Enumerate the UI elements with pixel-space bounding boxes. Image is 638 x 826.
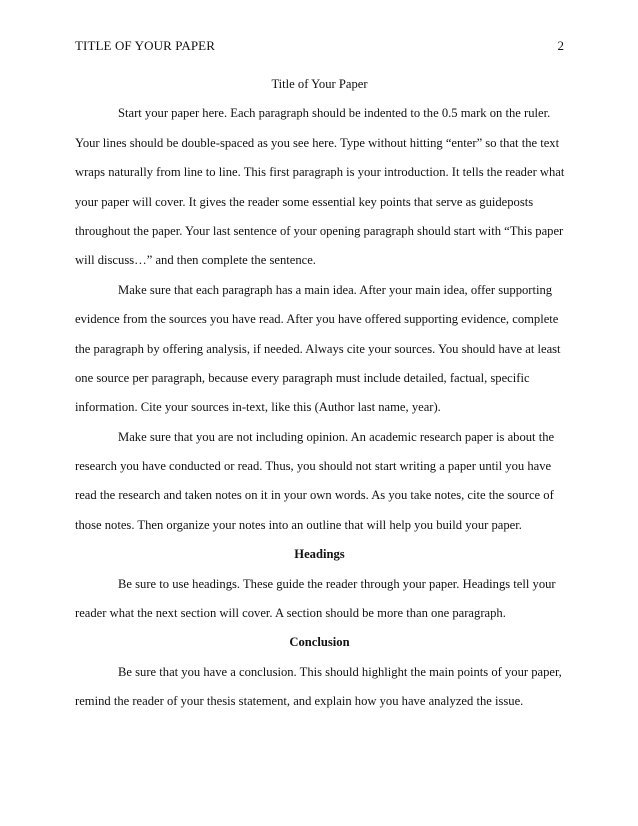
paragraph-line: wraps naturally from line to line. This first paragraph is your introduction. It tells the reader what (75, 165, 565, 180)
paragraph-line: your paper will cover. It gives the reader some essential key points that serve as guideposts (75, 194, 534, 209)
paragraph-main-idea (75, 276, 564, 423)
paragraph-conclusion (75, 658, 564, 717)
paragraph-line: information. Cite your sources in-text, like this (Author last name, year). (75, 400, 441, 415)
paragraph-line: evidence from the sources you have read. After you have offered supporting evidence, complete (75, 312, 559, 327)
paragraph-line: read the research and taken notes on it in your own words. As you take notes, cite the source of (75, 488, 554, 503)
paragraph-no-opinion (75, 423, 564, 541)
paragraph-line: Start your paper here. Each paragraph should be indented to the 0.5 mark on the ruler. (118, 106, 551, 121)
paragraph-line: research you have conducted or read. Thus, you should not start writing a paper until you have (75, 459, 552, 474)
section-heading-conclusion: Conclusion (289, 635, 350, 650)
paragraph-line: Make sure that each paragraph has a main idea. After your main idea, offer supporting (118, 282, 553, 297)
running-head: TITLE OF YOUR PAPER (75, 38, 215, 53)
paragraph-introduction (75, 99, 564, 275)
document-body (75, 70, 564, 717)
section-heading-headings: Headings (294, 547, 345, 562)
paragraph-line: throughout the paper. Your last sentence of your opening paragraph should start with “This paper (75, 223, 564, 238)
paragraph-line: one source per paragraph, because every paragraph must include detailed, factual, specific (75, 370, 530, 385)
paragraph-line: Your lines should be double-spaced as you see here. Type without hitting “enter” so that the text (75, 135, 560, 150)
paragraph-line: reader what the next section will cover. A section should be more than one paragraph. (75, 606, 506, 621)
paragraph-line: those notes. Then organize your notes into an outline that will help you build your paper. (75, 517, 522, 532)
paragraph-line: remind the reader of your thesis statement, and explain how you have analyzed the issue. (75, 694, 524, 709)
paper-title: Title of Your Paper (271, 77, 368, 91)
page-number: 2 (557, 38, 564, 53)
paragraph-line: the paragraph by offering analysis, if needed. Always cite your sources. You should have at least (75, 341, 561, 356)
paragraph-headings (75, 570, 564, 629)
paragraph-line: will discuss…” and then complete the sentence. (75, 253, 316, 268)
paragraph-line: Be sure that you have a conclusion. This should highlight the main points of your paper, (118, 664, 562, 679)
paragraph-line: Make sure that you are not including opinion. An academic research paper is about the (118, 429, 555, 444)
paragraph-line: Be sure to use headings. These guide the reader through your paper. Headings tell your (118, 576, 556, 591)
